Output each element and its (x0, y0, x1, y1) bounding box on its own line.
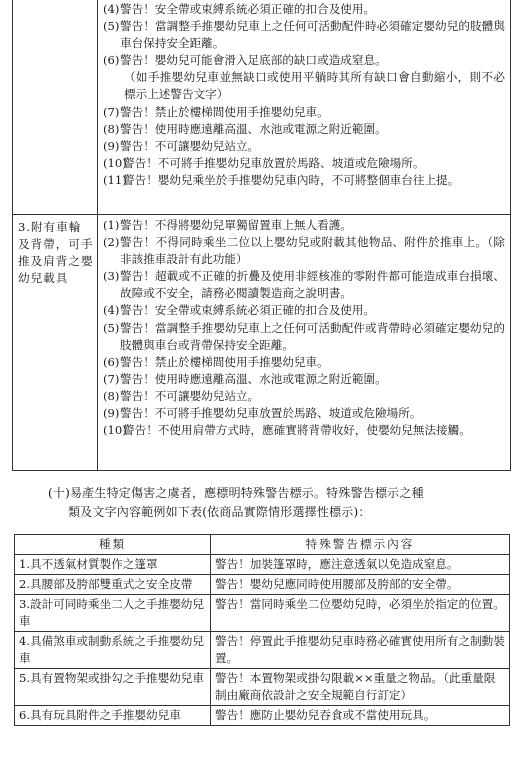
table-row (15, 706, 510, 726)
warning-item: (5) 警告！當調整手推嬰幼兒車上之任何可活動配件或背帶時必須確定嬰幼兒的肢體與車台或背帶保持安全距離。 (103, 320, 505, 352)
warning-item: (7) 警告！使用時應遠離高溫、水池或電源之附近範圍。 (103, 371, 387, 386)
row2-warning-list (103, 217, 505, 439)
table-cell: 警告！當同時乘坐二位嬰幼兒時，必須坐於指定的位置。 (211, 595, 510, 632)
table-row (15, 595, 510, 632)
warning-item: (3) 警告！超載或不正確的折疊及使用非經核准的零附件都可能造成車台損壞、故障或不安全，請務必閱讀製造商之說明書。 (103, 269, 505, 301)
paragraph-line: (十)易產生特定傷害之虞者，應標明特殊警告標示。特殊警告標示之種 (48, 486, 424, 500)
warning-item: (9) 警告！不可讓嬰幼兒站立。 (103, 138, 260, 153)
table-cell: 5.具有置物架或掛勾之手推嬰幼兒車 (15, 669, 211, 706)
table-cell: 4.具備煞車或制動系統之手推嬰幼兒車 (15, 632, 211, 669)
section-paragraph (48, 484, 510, 522)
table-cell: 警告！本置物架或掛勾限載××重量之物品。（此重量限制由廠商依設計之安全規範自行訂定） (211, 669, 510, 706)
table-cell: 2.具腰部及胯部雙重式之安全皮帶 (15, 575, 211, 595)
table-row (15, 555, 510, 575)
special-warning-table (14, 534, 510, 726)
table-row (15, 575, 510, 595)
table-cell: 3.設計可同時乘坐二人之手推嬰幼兒車 (15, 595, 211, 632)
warning-item: (11) 警告！嬰幼兒乘坐於手推嬰幼兒車內時，不可將整個車台往上提。 (103, 172, 460, 187)
warning-item: (6) 警告！禁止於樓梯間使用手推嬰幼兒車。 (103, 354, 329, 369)
warning-item: (7) 警告！禁止於樓梯間使用手推嬰幼兒車。 (103, 104, 329, 119)
table-cell: 警告！加裝篷罩時，應注意透氣以免造成窒息。 (211, 555, 510, 575)
column-divider (97, 0, 98, 470)
table-row (15, 669, 510, 706)
row-divider (13, 214, 510, 215)
warning-note: （如手推嬰幼兒車並無缺口或使用平躺時其所有缺口會自動縮小，則不必標示上述警告文字） (124, 70, 505, 102)
warning-item: (6) 警告！嬰幼兒可能會滑入足底部的缺口或造成窒息。 (103, 53, 387, 68)
table-row (15, 632, 510, 669)
table-header-row (15, 535, 510, 555)
column-header: 種類 (15, 535, 211, 555)
warning-item: (1) 警告！不得將嬰幼兒單獨留置車上無人看護。 (103, 218, 352, 232)
table-cell: 1.具不透氣材質製作之篷罩 (15, 555, 211, 575)
paragraph-line: 類及文字內容範例如下表(依商品實際情形選擇性標示)： (68, 505, 371, 519)
warning-item: (4) 警告！安全帶或束縛系統必須正確的扣合及使用。 (103, 2, 376, 16)
category-label: 3.附有車輪及背帶，可手推及肩背之嬰幼兒載具 (18, 220, 94, 285)
warning-item: (10) 警告！不使用肩帶方式時，應確實將背帶收好，使嬰幼兒無法接觸。 (103, 423, 471, 438)
warning-item: (4) 警告！安全帶或束縛系統必須正確的扣合及使用。 (103, 303, 376, 318)
warning-item: (8) 警告！不可讓嬰幼兒站立。 (103, 388, 260, 403)
warning-table-continued (12, 0, 511, 471)
table-cell: 警告！應防止嬰幼兒吞食或不當使用玩具。 (211, 706, 510, 726)
table-cell: 警告！停置此手推嬰幼兒車時務必確實使用所有之制動裝置。 (211, 632, 510, 669)
column-header: 特殊警告標示內容 (211, 535, 510, 555)
warning-item: (5) 警告！當調整手推嬰幼兒車上之任何可活動配件時必須確定嬰幼兒的肢體與車台保持安全距離。 (103, 19, 505, 51)
warning-item: (8) 警告！使用時應遠離高溫、水池或電源之附近範圍。 (103, 121, 387, 136)
row1-warning-list (103, 1, 505, 189)
warning-item: (2) 警告！不得同時乘坐二位以上嬰幼兒或附載其他物品、附件於推車上。（除非該推車設計有此功能） (103, 235, 505, 267)
warning-item: (9) 警告！不可將手推嬰幼兒車放置於馬路、坡道或危險場所。 (103, 406, 422, 421)
table-cell: 6.具有玩具附件之手推嬰幼兒車 (15, 706, 211, 726)
table-cell: 警告！嬰幼兒應同時使用腰部及胯部的安全帶。 (211, 575, 510, 595)
warning-item: (10) 警告！不可將手推嬰幼兒車放置於馬路、坡道或危險場所。 (103, 155, 425, 170)
